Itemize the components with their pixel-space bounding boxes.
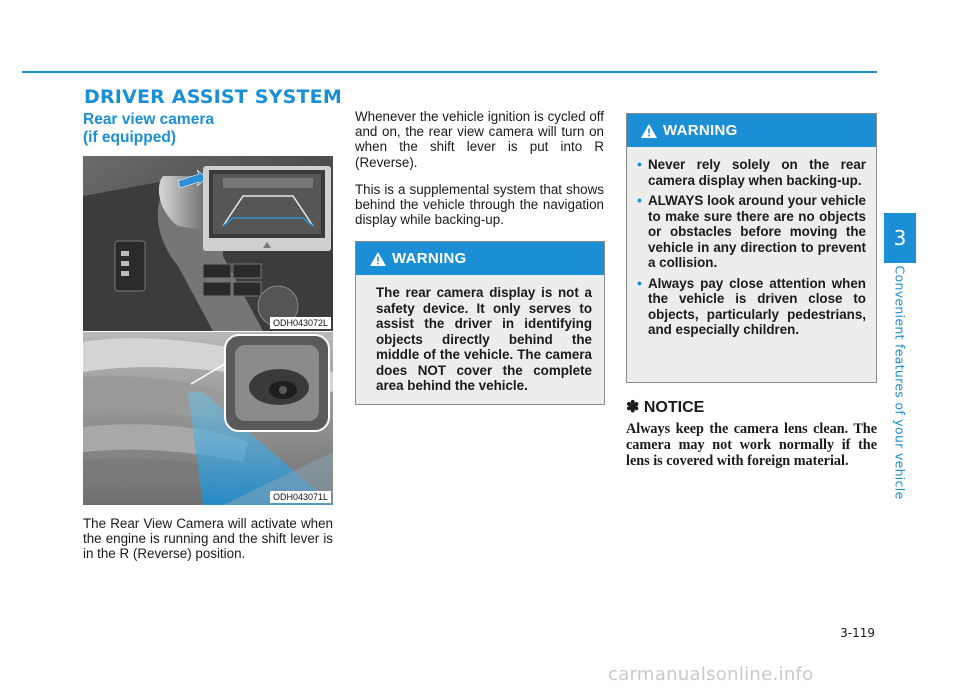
supplemental-paragraph: This is a supplemental system that shows behind the vehicle through the navigation display while backing-up.: [355, 182, 604, 228]
shift-lever-illustration: [83, 156, 333, 331]
notice-title: ✽ NOTICE: [626, 399, 705, 416]
list-item: [637, 193, 866, 271]
car-rear-illustration: [83, 332, 333, 505]
warning-box-camera-display: [355, 241, 605, 405]
watermark: carmanualsonline.info: [608, 664, 814, 685]
section-title: DRIVER ASSIST SYSTEM: [84, 86, 342, 108]
figure-code-2: ODH043071L: [270, 491, 331, 503]
warning-list: [627, 147, 876, 351]
bullet-icon: •: [637, 274, 642, 291]
bullet-icon: •: [637, 156, 642, 172]
warning-triangle-icon: [370, 252, 386, 266]
warning-box-backing-up: [626, 113, 877, 383]
list-item: [637, 157, 866, 188]
list-item-text: Always pay close attention when the vehicle is driven close to objects, particularly pedestrians, and especially children.: [648, 275, 866, 337]
ignition-paragraph: Whenever the vehicle ignition is cycled off and on, the rear view camera will turn on when the shift lever is put into R (Reverse).: [355, 109, 604, 170]
figure-code-1: ODH043072L: [270, 317, 331, 329]
shift-lever-display-figure: [83, 156, 333, 331]
list-item: [637, 276, 866, 338]
chapter-number-tab: 3: [884, 213, 916, 263]
list-item-text: Never rely solely on the rear camera display when backing-up.: [648, 157, 866, 188]
warning-label: WARNING: [663, 122, 738, 139]
chapter-title: [885, 264, 915, 500]
warning-label: WARNING: [392, 250, 467, 267]
page-number: 3-119: [840, 626, 875, 640]
rear-camera-heading: [83, 111, 283, 147]
heading-line-1: Rear view camera: [83, 111, 214, 128]
rear-camera-location-figure: [83, 332, 333, 505]
warning-header: [356, 242, 604, 275]
bullet-icon: •: [637, 192, 642, 208]
notice-text: Always keep the camera lens clean. The camera may not work normally if the lens is covered with foreign material.: [626, 421, 877, 469]
chapter-title-text: Convenient features of your vehicle: [892, 264, 908, 500]
activation-paragraph: The Rear View Camera will activate when the engine is running and the shift lever is in the R (Reverse) position.: [83, 516, 333, 562]
warning-text: The rear camera display is not a safety device. It only serves to assist the driver in identifying objects directly behind the middle of the vehicle. The camera does NOT cover the complete area behind the vehicle.: [376, 285, 592, 393]
heading-line-2: (if equipped): [83, 129, 176, 146]
warning-triangle-icon: [641, 124, 657, 138]
list-item-text: ALWAYS look around your vehicle to make sure there are no objects or obstacles before moving the vehicle in any direction to prevent a collision.: [648, 193, 866, 270]
header-rule: [22, 71, 877, 73]
warning-header: [627, 114, 876, 147]
